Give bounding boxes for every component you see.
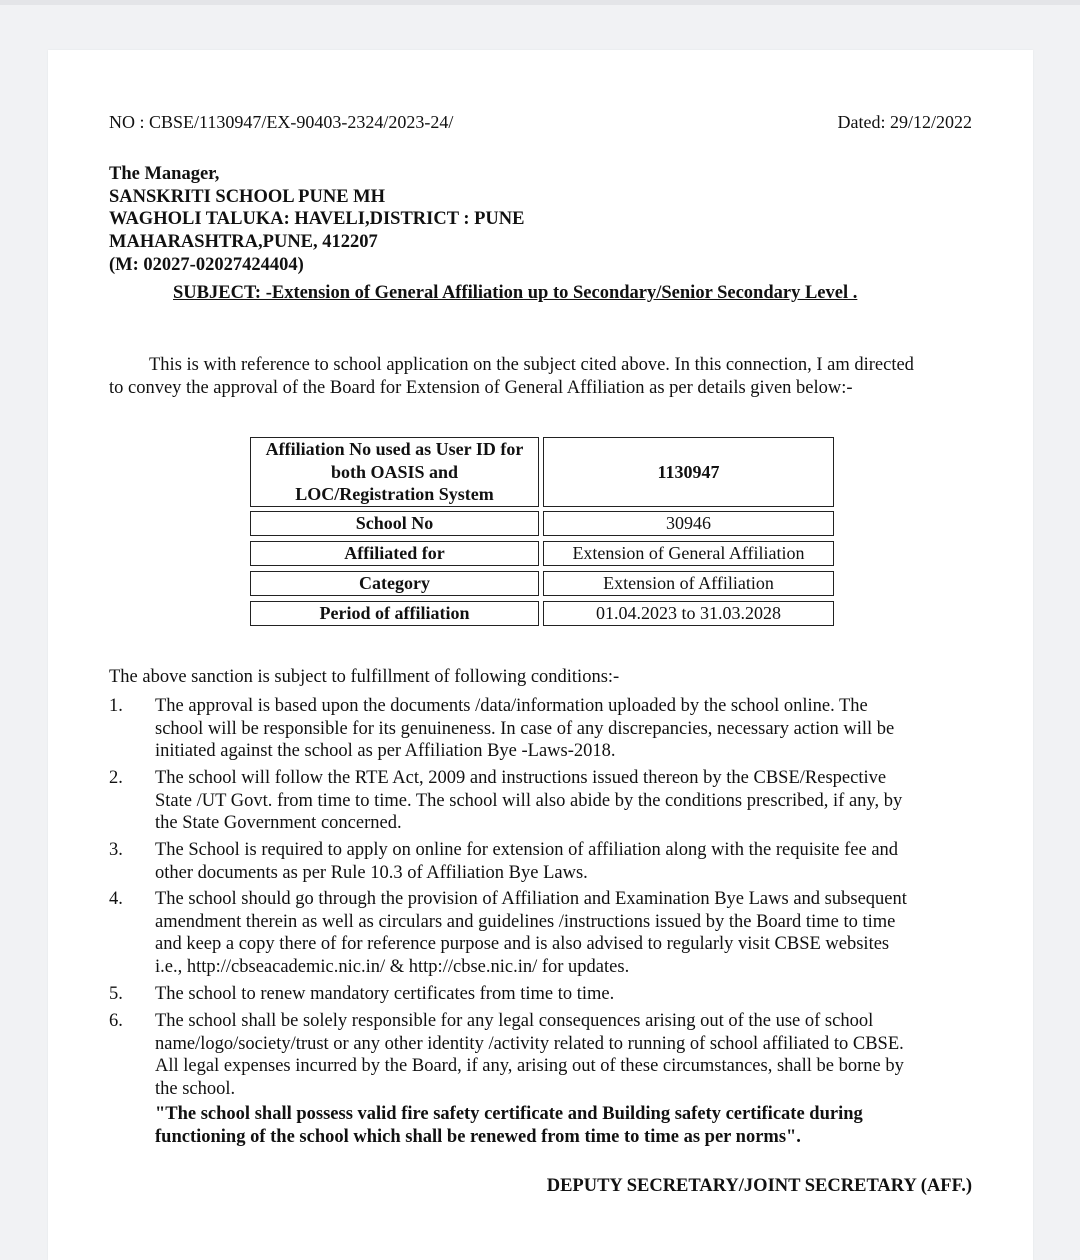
affiliation-no-label	[250, 437, 539, 507]
condition-number: 1.	[109, 696, 123, 716]
conditions-intro: The above sanction is subject to fulfillment of following conditions:-	[109, 667, 620, 687]
subject-line: SUBJECT: -Extension of General Affiliation up to Secondary/Senior Secondary Level .	[173, 283, 858, 303]
intro-line: This is with reference to school application on the subject cited above. In this connection, I am directed	[149, 355, 914, 375]
table-row	[250, 541, 834, 566]
affiliation-details-table	[250, 437, 834, 631]
condition-line: The school shall be solely responsible for any legal consequences arising out of the use of school	[155, 1011, 874, 1031]
document-page	[48, 50, 1033, 1260]
letter-date: Dated: 29/12/2022	[837, 112, 972, 132]
condition-line: the school.	[155, 1078, 236, 1099]
table-row	[250, 601, 834, 626]
condition-item	[109, 983, 989, 1006]
label-line: both OASIS and	[330, 461, 459, 482]
table-row	[250, 437, 834, 507]
condition-item	[109, 1010, 989, 1100]
address-line: The Manager,	[109, 164, 220, 184]
intro-paragraph	[109, 354, 974, 400]
address-line: MAHARASHTRA,PUNE, 412207	[109, 232, 378, 253]
condition-line: The school to renew mandatory certificates from time to time.	[155, 984, 615, 1004]
table-row	[250, 511, 834, 536]
affiliation-no-value: 1130947	[543, 437, 834, 507]
signatory-title: DEPUTY SECRETARY/JOINT SECRETARY (AFF.)	[546, 1176, 972, 1196]
school-no-label: School No	[250, 511, 539, 536]
condition-line: The School is required to apply on online for extension of affiliation along with the requisite fee and	[155, 840, 899, 860]
condition-line: school will be responsible for its genuineness. In case of any discrepancies, necessary action will be	[155, 718, 895, 739]
condition-number: 2.	[109, 768, 123, 788]
condition-item	[109, 888, 989, 978]
condition-line: amendment therein as well as circulars and guidelines /instructions issued by the Board time to time	[155, 911, 896, 932]
category-value: Extension of Affiliation	[543, 571, 834, 596]
address-line: SANSKRITI SCHOOL PUNE MH	[109, 186, 386, 207]
intro-line: to convey the approval of the Board for Extension of General Affiliation as per details given below:-	[109, 378, 853, 398]
condition-line: i.e., http://cbseacademic.nic.in/ & http://cbse.nic.in/ for updates.	[155, 956, 630, 977]
reference-number: NO : CBSE/1130947/EX-90403-2324/2023-24/	[109, 112, 454, 132]
condition-line: The school will follow the RTE Act, 2009 and instructions issued thereon by the CBSE/Respective	[155, 768, 887, 788]
school-no-value: 30946	[543, 511, 834, 536]
condition-line: All legal expenses incurred by the Board, if any, arising out of these circumstances, shall be borne by	[155, 1056, 904, 1076]
condition-number: 3.	[109, 840, 123, 860]
condition-item	[109, 839, 989, 884]
condition-number: 6.	[109, 1011, 123, 1031]
affiliated-for-label: Affiliated for	[250, 541, 539, 566]
label-line: Affiliation No used as User ID for	[265, 439, 524, 460]
recipient-address	[109, 163, 524, 277]
condition-item	[109, 767, 989, 835]
note-line: functioning of the school which shall be renewed from time to time as per norms".	[155, 1127, 801, 1147]
address-line: WAGHOLI TALUKA: HAVELI,DISTRICT : PUNE	[109, 209, 525, 230]
condition-line: The approval is based upon the documents /data/information uploaded by the school online. The	[155, 696, 868, 716]
condition-line: name/logo/society/trust or any other identity /activity related to running of school affiliated to CBSE.	[155, 1033, 904, 1054]
condition-number: 5.	[109, 984, 123, 1004]
condition-line: the State Government concerned.	[155, 813, 402, 833]
period-label: Period of affiliation	[250, 601, 539, 626]
condition-line: other documents as per Rule 10.3 of Affiliation Bye Laws.	[155, 862, 588, 883]
affiliated-for-value: Extension of General Affiliation	[543, 541, 834, 566]
condition-line: State /UT Govt. from time to time. The school will also abide by the conditions prescribed, if any, by	[155, 790, 903, 811]
condition-line: and keep a copy there of for reference purpose and is also advised to regularly visit CBSE websites	[155, 934, 890, 954]
table-row	[250, 571, 834, 596]
viewer-top-bar	[0, 0, 1080, 5]
label-line: LOC/Registration System	[295, 484, 494, 505]
period-value: 01.04.2023 to 31.03.2028	[543, 601, 834, 626]
condition-number: 4.	[109, 889, 123, 909]
safety-certificate-note	[155, 1103, 863, 1149]
note-line: "The school shall possess valid fire safety certificate and Building safety certificate during	[155, 1104, 863, 1124]
address-line: (M: 02027-02027424404)	[109, 254, 304, 275]
condition-item	[109, 695, 989, 763]
condition-line: The school should go through the provision of Affiliation and Examination Bye Laws and subsequent	[155, 889, 907, 909]
condition-line: initiated against the school as per Affiliation Bye -Laws-2018.	[155, 741, 616, 761]
category-label: Category	[250, 571, 539, 596]
